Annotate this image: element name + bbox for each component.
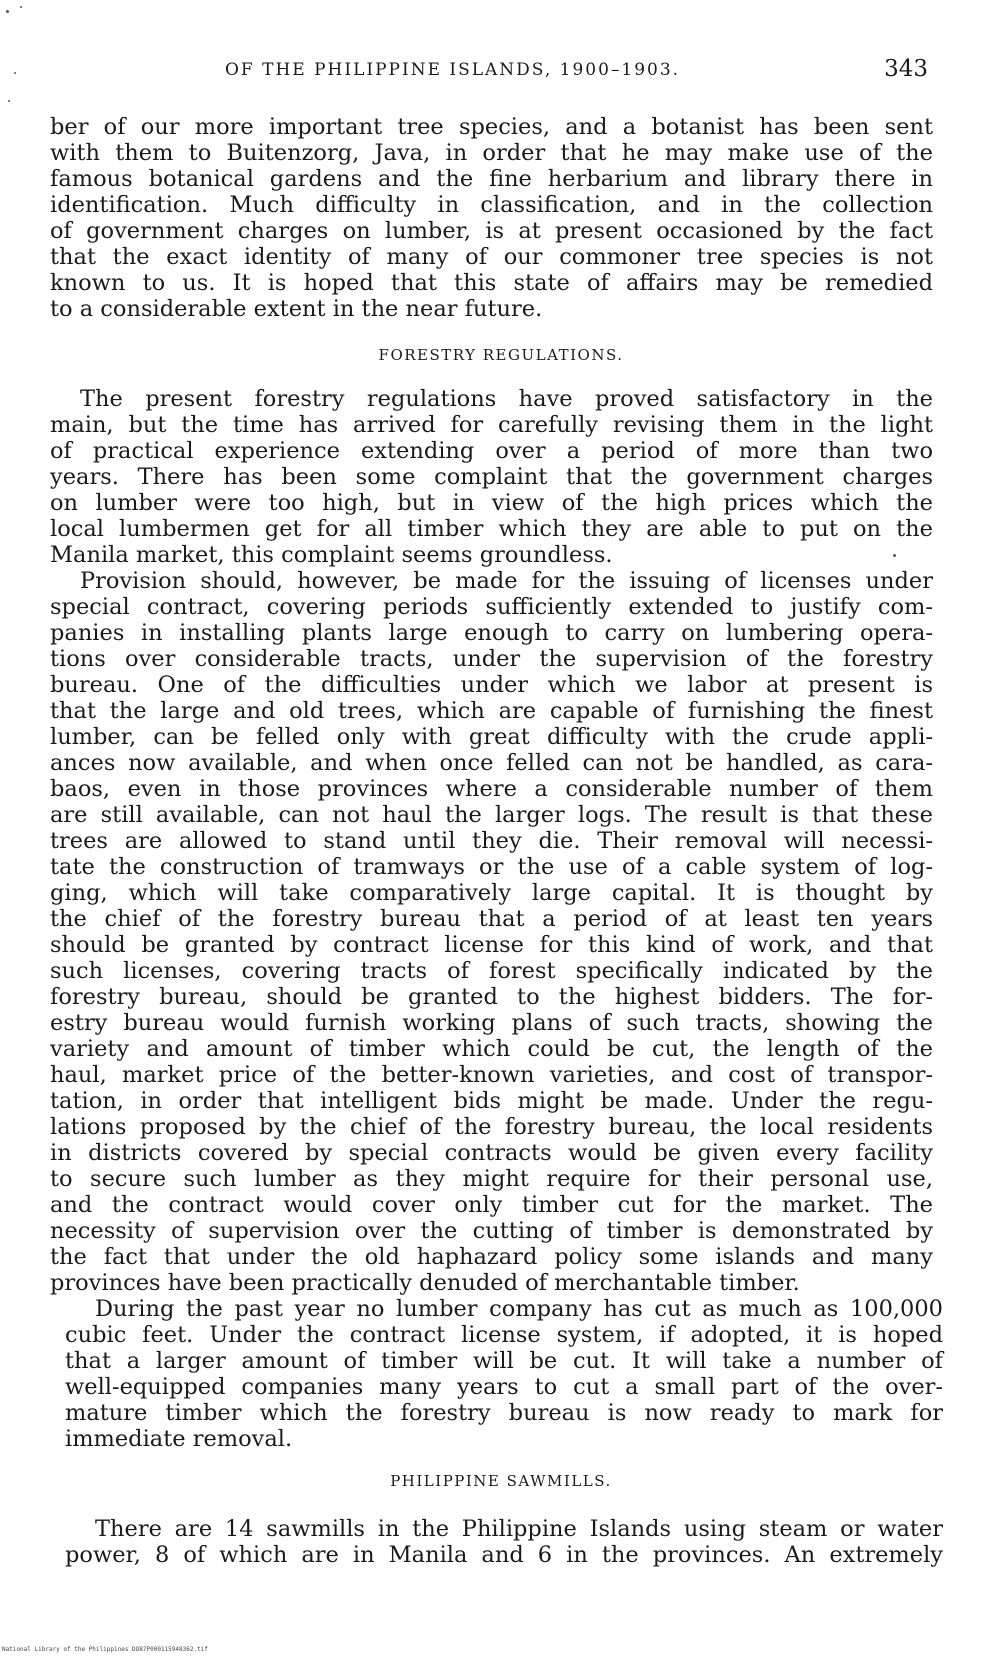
text-line: Manila market, this complaint seems groundless. [50,542,613,568]
text-line: famous botanical gardens and the fine herbarium and library there in [50,166,933,192]
text-line: trees are allowed to stand until they die. Their removal will necessi- [50,828,933,854]
text-line: ber of our more important tree species, and a botanist has been sent [50,114,933,140]
text-line: main, but the time has arrived for carefully revising them in the light [50,412,933,438]
text-line: Provision should, however, be made for the issuing of licenses under [80,568,933,594]
text-line: estry bureau would furnish working plans of such tracts, showing the [50,1010,933,1036]
section-heading-philippine-sawmills: PHILIPPINE SAWMILLS. [390,1472,612,1490]
text-line: tation, in order that intelligent bids might be made. Under the regu- [50,1088,933,1114]
scan-speck [14,72,16,74]
text-line: haul, market price of the better-known varieties, and cost of transpor- [50,1062,933,1088]
text-line: baos, even in those provinces where a considerable number of them [50,776,933,802]
text-line: of practical experience extending over a period of more than two [50,438,933,464]
text-line: special contract, covering periods sufficiently extended to justify com- [50,594,933,620]
text-line: known to us. It is hoped that this state of affairs may be remedied [50,270,933,296]
text-line: should be granted by contract license for this kind of work, and that [50,932,933,958]
text-line: and the contract would cover only timber cut for the market. The [50,1192,933,1218]
text-line: panies in installing plants large enough to carry on lumbering opera- [50,620,933,646]
text-line: that a larger amount of timber will be cut. It will take a number of [65,1348,943,1374]
text-line: on lumber were too high, but in view of the high prices which the [50,490,933,516]
text-line: with them to Buitenzorg, Java, in order that he may make use of the [50,140,933,166]
running-header [50,54,930,84]
text-line: cubic feet. Under the contract license system, if adopted, it is hoped [65,1322,943,1348]
text-line: power, 8 of which are in Manila and 6 in the provinces. An extremely [65,1542,943,1568]
text-line: lations proposed by the chief of the forestry bureau, the local residents [50,1114,933,1140]
text-line: in districts covered by special contracts would be given every facility [50,1140,933,1166]
text-line: forestry bureau, should be granted to the highest bidders. The for- [50,984,933,1010]
scan-speck [20,6,22,8]
text-line: necessity of supervision over the cutting of timber is demonstrated by [50,1218,933,1244]
text-line: ances now available, and when once felled can not be handled, as cara- [50,750,933,776]
text-line: There are 14 sawmills in the Philippine Islands using steam or water [95,1516,943,1542]
text-line: of government charges on lumber, is at present occasioned by the fact [50,218,933,244]
text-line: such licenses, covering tracts of forest specifically indicated by the [50,958,933,984]
text-line: variety and amount of timber which could be cut, the length of the [50,1036,933,1062]
text-line: the chief of the forestry bureau that a period of at least ten years [50,906,933,932]
text-line: bureau. One of the difficulties under which we labor at present is [50,672,933,698]
text-line: immediate removal. [65,1426,293,1452]
section-heading-forestry-regulations: FORESTRY REGULATIONS. [378,346,624,364]
text-line: local lumbermen get for all timber which they are able to put on the [50,516,933,542]
text-line: mature timber which the forestry bureau is now ready to mark for [65,1400,943,1426]
text-line: that the large and old trees, which are capable of furnishing the finest [50,698,933,724]
text-line: are still available, can not haul the larger logs. The result is that these [50,802,933,828]
text-line: ging, which will take comparatively large capital. It is thought by [50,880,933,906]
text-line: years. There has been some complaint that the government charges [50,464,933,490]
text-line: The present forestry regulations have proved satisfactory in the [80,386,933,412]
text-line: provinces have been practically denuded of merchantable timber. [50,1270,800,1296]
text-line: During the past year no lumber company has cut as much as 100,000 [95,1296,943,1322]
scan-speck [8,100,10,102]
text-line: that the exact identity of many of our commoner tree species is not [50,244,933,270]
text-line: to secure such lumber as they might require for their personal use, [50,1166,933,1192]
text-line: the fact that under the old haphazard policy some islands and many [50,1244,933,1270]
scan-speck [6,10,9,13]
text-line: identification. Much difficulty in classification, and in the collection [50,192,933,218]
text-line: tate the construction of tramways or the use of a cable system of log- [50,854,933,880]
text-line: to a considerable extent in the near future. [50,296,543,322]
page-number: 343 [884,56,928,82]
scan-footer: National Library of the Philippines DO87P000115948362.tif [2,1646,208,1653]
text-line: well-equipped companies many years to cut a small part of the over- [65,1374,943,1400]
text-line: tions over considerable tracts, under the supervision of the forestry [50,646,933,672]
running-title: OF THE PHILIPPINE ISLANDS, 1900–1903. [225,60,681,80]
text-line: lumber, can be felled only with great difficulty with the crude appli- [50,724,933,750]
